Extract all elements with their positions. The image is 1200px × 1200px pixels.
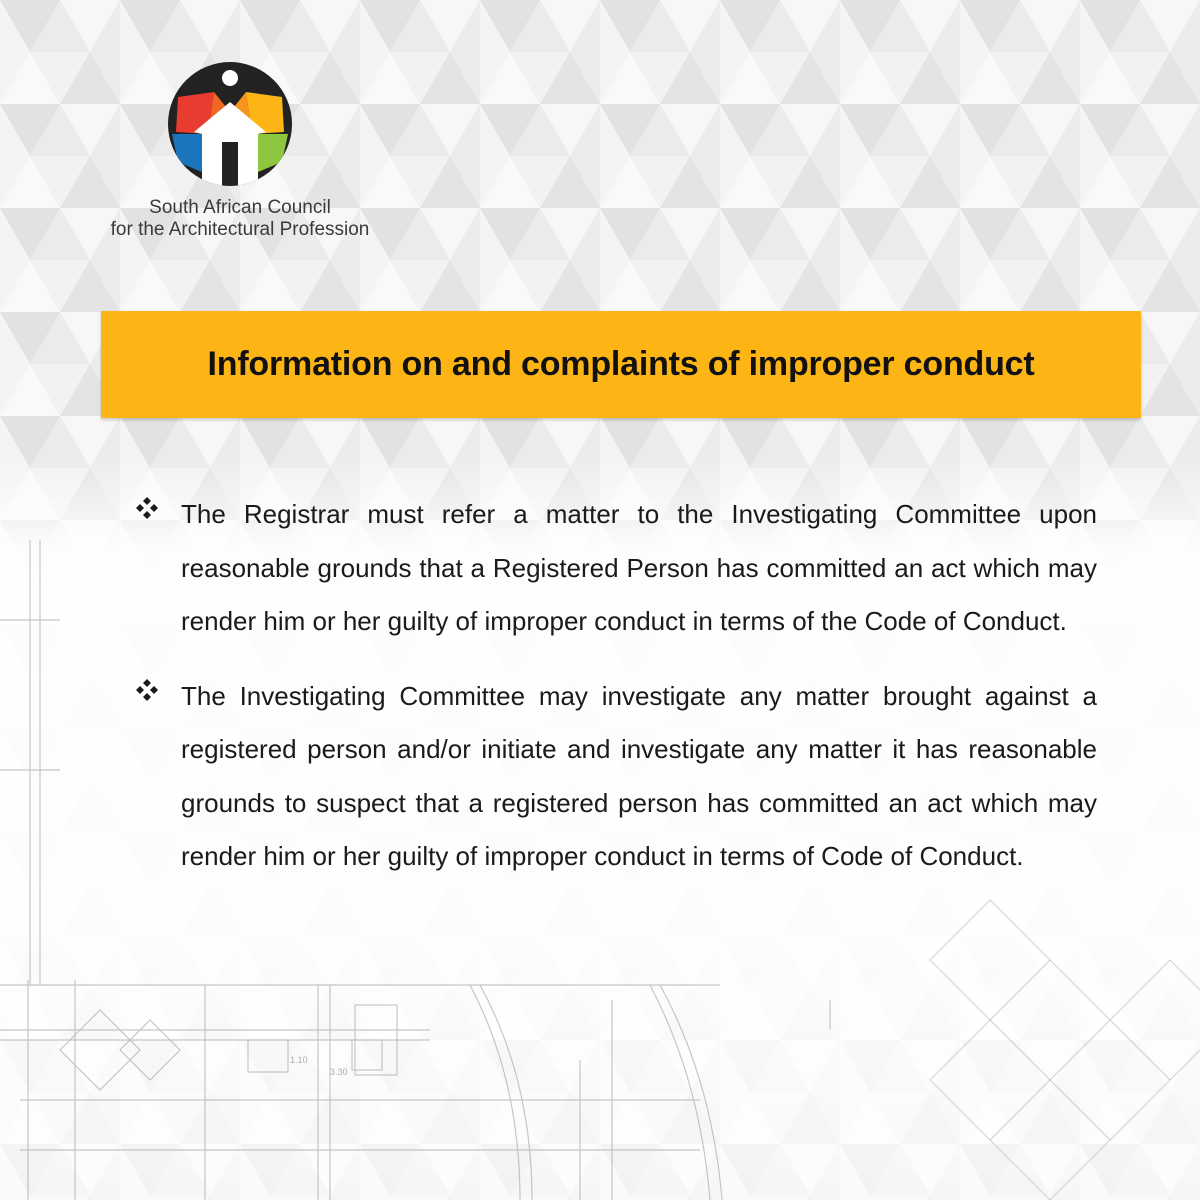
list-item xyxy=(135,488,1097,649)
list-item xyxy=(135,670,1097,884)
organization-name xyxy=(90,197,390,241)
page-title: Information on and complaints of improper conduct xyxy=(207,345,1035,383)
list-item-text: The Registrar must refer a matter to the Investigating Committee upon reasonable grounds that a Registered Person has committed an act which may render him or her guilty of improper conduct in terms of the Code of Conduct. xyxy=(181,499,1097,636)
diamond-bullet-icon xyxy=(135,678,159,702)
blueprint-dimension-label: 1.10 xyxy=(290,1055,308,1065)
content-body xyxy=(135,488,1097,905)
blueprint-dimension-label: 3.30 xyxy=(330,1067,348,1077)
organization-name-line1: South African Council xyxy=(149,197,331,218)
organization-branding xyxy=(90,62,390,242)
organization-name-line2: for the Architectural Profession xyxy=(110,219,370,240)
title-banner xyxy=(101,311,1141,418)
diamond-bullet-icon xyxy=(135,496,159,520)
list-item-text: The Investigating Committee may investigate any matter brought against a registered person and/or initiate and investigate any matter it has reasonable grounds to suspect that a registered person has committed an act which may render him or her guilty of improper conduct in terms of Code of Conduct. xyxy=(181,680,1097,871)
house-figure-logo-icon xyxy=(168,62,292,186)
